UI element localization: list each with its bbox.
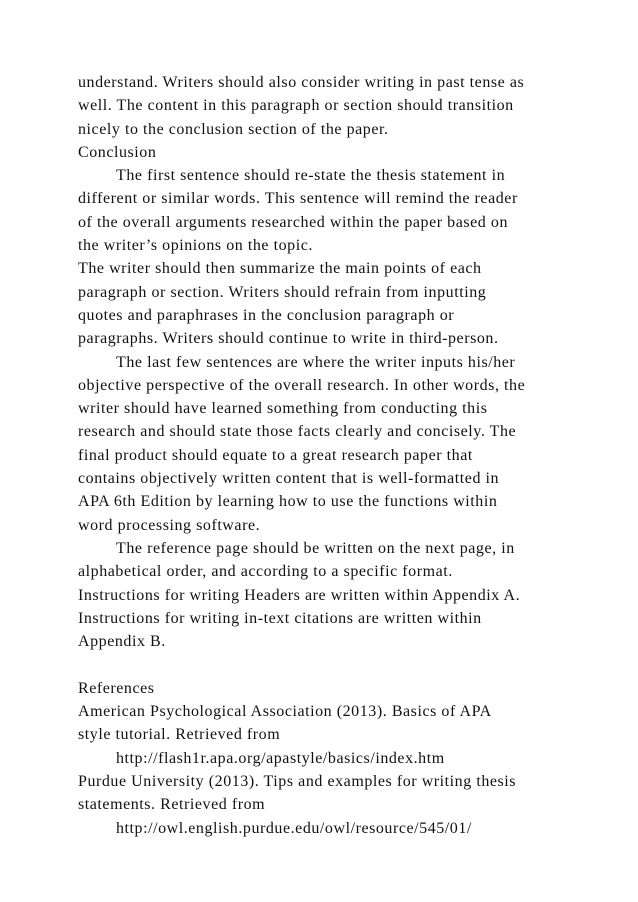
reference-line: American Psychological Association (2013). Basics of APA [78,703,492,721]
body-line: alphabetical order, and according to a specific format. [78,563,453,581]
section-heading-conclusion: Conclusion [78,143,157,161]
reference-line: Purdue University (2013). Tips and examples for writing thesis [78,772,517,790]
body-line: writer should have learned something from conducting this [78,400,488,418]
reference-url: http://flash1r.apa.org/apastyle/basics/index.htm [116,749,445,767]
reference-line: statements. Retrieved from [78,796,266,814]
section-heading-references: References [78,679,155,697]
body-line: of the overall arguments researched within the paper based on [78,213,508,231]
body-line: Instructions for writing in-text citations are written within [78,609,482,627]
body-line: understand. Writers should also consider writing in past tense as [78,74,525,91]
body-line: The writer should then summarize the main points of each [78,260,482,278]
body-line: paragraphs. Writers should continue to write in third-person. [78,330,499,348]
body-line: objective perspective of the overall research. In other words, the [78,376,526,394]
blank-line [78,653,628,676]
body-line: word processing software. [78,516,261,534]
body-line: paragraph or section. Writers should refrain from inputting [78,283,487,301]
body-line: quotes and paraphrases in the conclusion paragraph or [78,306,455,324]
body-line: The last few sentences are where the writer inputs his/her [116,353,516,371]
body-line: nicely to the conclusion section of the paper. [78,120,389,138]
body-line: final product should equate to a great research paper that [78,446,473,464]
body-line: The first sentence should re-state the thesis statement in [116,167,506,185]
reference-line: style tutorial. Retrieved from [78,726,281,744]
body-line: the writer’s opinions on the topic. [78,237,313,255]
body-line: different or similar words. This sentence will remind the reader [78,190,518,208]
reference-url: http://owl.english.purdue.edu/owl/resource/545/01/ [116,819,472,837]
body-line: well. The content in this paragraph or section should transition [78,97,514,115]
body-line: research and should state those facts clearly and concisely. The [78,423,517,441]
document-body [78,71,628,840]
body-line: Appendix B. [78,633,166,651]
body-line: Instructions for writing Headers are written within Appendix A. [78,586,521,604]
body-line: The reference page should be written on the next page, in [116,539,515,557]
body-line: APA 6th Edition by learning how to use the functions within [78,493,498,511]
body-line: contains objectively written content that is well-formatted in [78,470,500,488]
